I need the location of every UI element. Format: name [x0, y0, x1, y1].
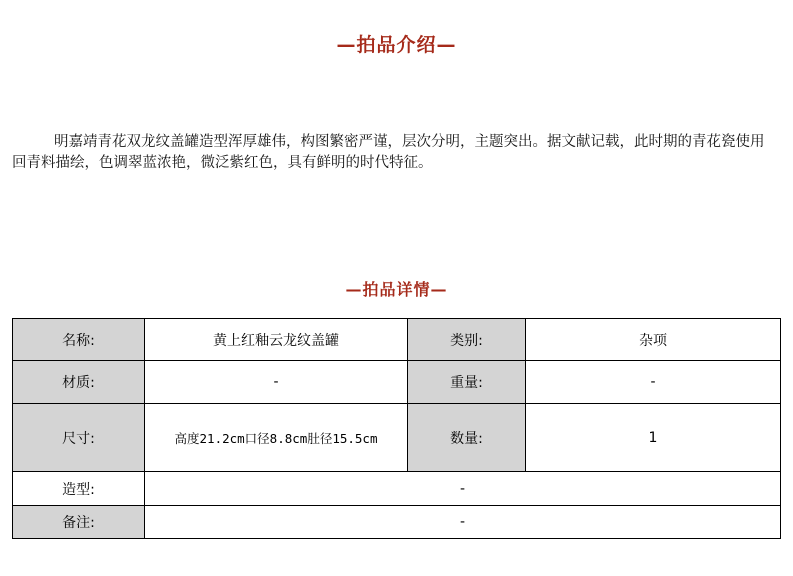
shape-label: 造型:: [13, 472, 145, 506]
remark-label: 备注:: [13, 506, 145, 539]
table-row: [13, 506, 781, 539]
name-label: 名称:: [13, 319, 145, 361]
shape-value: -: [145, 472, 781, 506]
details-heading: —拍品详情—: [345, 280, 448, 299]
table-row: [13, 361, 781, 404]
table-row: [13, 404, 781, 472]
size-label: 尺寸:: [13, 404, 145, 472]
name-value: 黄上红釉云龙纹盖罐: [145, 319, 408, 361]
category-label: 类别:: [408, 319, 526, 361]
details-table: [12, 318, 781, 539]
quantity-value: 1: [526, 404, 781, 472]
weight-value: -: [526, 361, 781, 404]
table-row: [13, 472, 781, 506]
item-description: 明嘉靖青花双龙纹盖罐造型浑厚雄伟，构图繁密严谨，层次分明，主题突出。据文献记载，此时期的青花瓷使用回青料描绘，色调翠蓝浓艳，微泛紫红色，具有鲜明的时代特征。: [12, 134, 765, 171]
quantity-label: 数量:: [408, 404, 526, 472]
remark-value: -: [145, 506, 781, 539]
size-value: 高度21.2cm口径8.8cm肚径15.5cm: [145, 404, 408, 472]
intro-heading: —拍品介绍—: [336, 34, 457, 56]
weight-label: 重量:: [408, 361, 526, 404]
table-row: [13, 319, 781, 361]
material-label: 材质:: [13, 361, 145, 404]
material-value: -: [145, 361, 408, 404]
category-value: 杂项: [526, 319, 781, 361]
